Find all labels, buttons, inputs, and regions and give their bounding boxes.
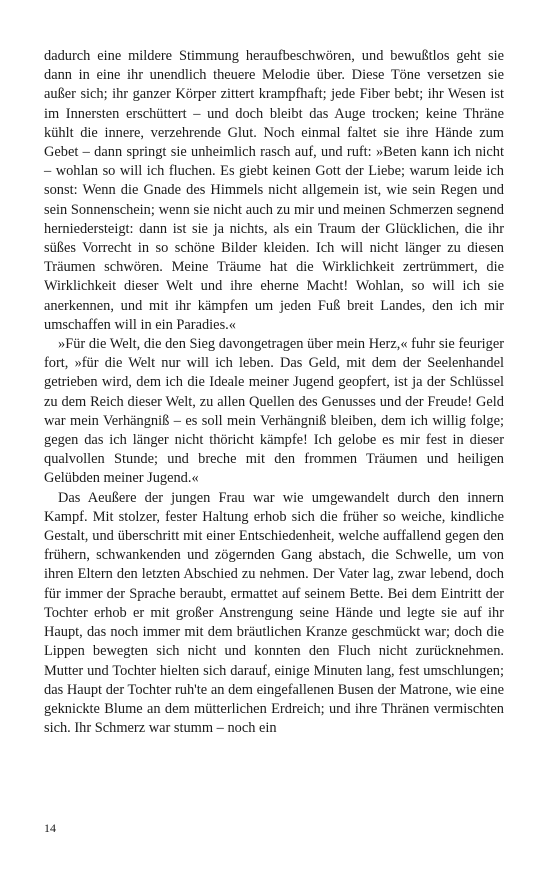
page-body [44,47,504,738]
paragraph: »Für die Welt, die den Sieg davongetragen über mein Herz,« fuhr sie feuriger fort, »für die Welt nur will ich leben. Das Geld, mit dem der Seelenhandel getrieben wird, dem ich die Ideale meiner Jugend geopfert, ist ja der Schlüssel zu dem Reich dieser Welt, zu allen Quellen des Genusses und der Freude! Geld war mein Verhängniß – es soll mein Verhängniß bleiben, dem ich willig folge; gegen das ich länger nicht thöricht kämpfe! Ich gelobe es mir fest in dieser qualvollen Stunde; und breche mit den frommen Träumen und heiligen Gelübden meiner Jugend.« [44,336,504,487]
page-number: 14 [44,821,56,835]
paragraph: Das Aeußere der jungen Frau war wie umgewandelt durch den innern Kampf. Mit stolzer, fester Haltung erhob sich die früher so weiche, kindliche Gestalt, und überschritt mit einer Entschiedenheit, welche auffallend gegen den frühern, schwankenden und zögernden Gang abstach, die Schwelle, um von ihren Eltern den letzten Abschied zu nehmen. Der Vater lag, zwar lebend, doch für immer der Sprache beraubt, ermattet auf seinem Bette. Bei dem Eintritt der Tochter erhob er mit großer Anstrengung seine Hände und legte sie auf ihr Haupt, das noch immer mit dem bräutlichen Kranze geschmückt war; doch die Lippen bewegten sich nicht und konnten den Fluch nicht zurücknehmen. Mutter und Tochter hielten sich darauf, einige Minuten lang, fest umschlungen; das Haupt der Tochter ruh'te an dem eingefallenen Busen der Matrone, wie eine geknickte Blume an dem mütterlichen Erdreich; und ihre Thränen vermischten sich. Ihr Schmerz war stumm – noch ein [44,489,504,737]
paragraph: dadurch eine mildere Stimmung heraufbeschwören, und bewußtlos geht sie dann in eine ihr unendlich theuere Melodie über. Diese Töne versetzen sie außer sich; ihr ganzer Körper zittert krampfhaft; jede Fiber bebt; ihr Wesen ist im Innersten erschüttert – und doch bleibt das Auge trocken; keine Thräne kühlt die innere, verzehrende Glut. Noch einmal faltet sie ihre Hände zum Gebet – dann springt sie unheimlich rasch auf, und ruft: »Beten kann ich nicht – wohlan so will ich fluchen. Es giebt keinen Gott der Liebe; warum leide ich sonst: Wenn die Gnade des Himmels nicht allgemein ist, wie sein Regen und sein Sonnenschein; wenn sie nicht auch zu mir und meinen Schmerzen segnend herniedersteigt: dann ist sie ja nichts, als ein Traum der Glücklichen, die ihr süßes Vorrecht in so schöne Bilder kleiden. Ich will nicht länger zu diesen Träumen schwören. Meine Träume hat die Wirklichkeit zertrümmert, die Wirklichkeit dieser Welt und ihre eherne Macht! Wohlan, so will ich sie anerkennen, und mit ihr kämpfen um jeden Fuß breit Landes, den ich mir umschaffen will in ein Paradies.« [44,48,504,333]
